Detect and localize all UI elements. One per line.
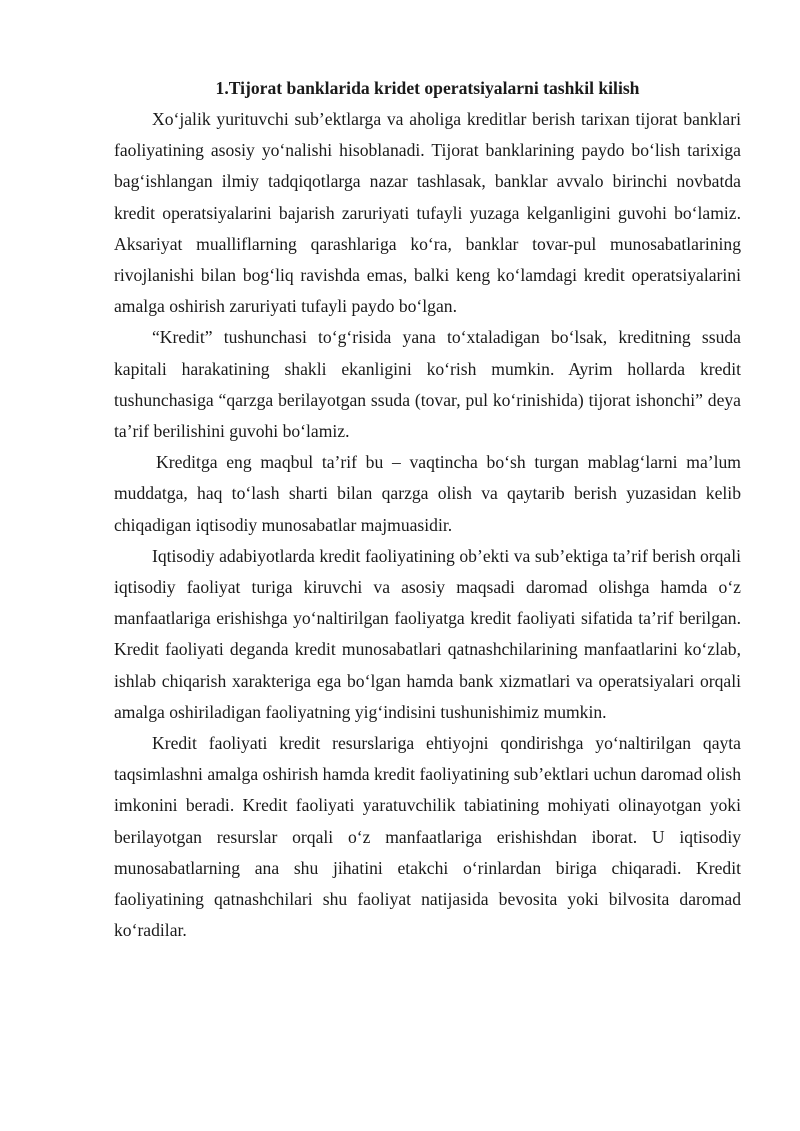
paragraph-2: “Kredit” tushunchasi to‘g‘risida yana to‘xtaladigan bo‘lsak, kreditning ssuda kapitali harakatining shakli ekanligini ko‘rish mumkin. Ayrim hollarda kredit tushunchasiga “qarzga berilayotgan ssuda (tovar, pul ko‘rinishida) tijorat ishonchi” deya ta’rif berilishini guvohi bo‘lamiz. <box>114 327 741 442</box>
section-title: 1.Tijorat banklarida kridet operatsiyalarni tashkil kilish <box>215 78 640 98</box>
paragraph-4: Iqtisodiy adabiyotlarda kredit faoliyatining ob’ekti va sub’ektiga ta’rif berish orqali iqtisodiy faoliyat turiga kiruvchi va asosiy maqsadi daromad olishga hamda o‘z manfaatlariga erishishga yo‘naltirilgan faoliyatga kredit faoliyati sifatida ta’rif berilgan. Kredit faoliyati deganda kredit munosabatlari qatnashchilarining manfaatlarini ko‘zlab, ishlab chiqarish xarakteriga ega bo‘lgan hamda bank xizmatlari va operatsiyalari orqali amalga oshiriladigan faoliyatning yig‘indisini tushunishimiz mumkin. <box>114 545 741 722</box>
paragraph-3: Kreditga eng maqbul ta’rif bu – vaqtincha bo‘sh turgan mablag‘larni ma’lum muddatga, haq to‘lash sharti bilan qarzga olish va qaytarib berish yuzasidan kelib chiqadigan iqtisodiy munosabatlar majmuasidir. <box>114 452 741 535</box>
paragraph-1: Xo‘jalik yurituvchi sub’ektlarga va aholiga kreditlar berish tarixan tijorat banklari faoliyatining asosiy yo‘nalishi hisoblanadi. Tijorat banklarining paydo bo‘lish tarixiga bag‘ishlangan ilmiy tadqiqotlarga nazar tashlasak, banklar avvalo birinchi novbatda kredit operatsiyalarini bajarish zaruriyati tufayli yuzaga kelganligini guvohi bo‘lamiz. Aksariyat mualliflarning qarashlariga ko‘ra, banklar tovar-pul munosabatlarining rivojlanishi bilan bog‘liq ravishda emas, balki keng ko‘lamdagi kredit operatsiyalarini amalga oshirish zaruriyati tufayli paydo bo‘lgan. <box>114 109 741 317</box>
document-body <box>114 70 741 946</box>
paragraph-5: Kredit faoliyati kredit resurslariga ehtiyojni qondirishga yo‘naltirilgan qayta taqsimlashni amalga oshirish hamda kredit faoliyatining sub’ektlari uchun daromad olish imkonini beradi. Kredit faoliyati yaratuvchilik tabiatining mohiyati olinayotgan yoki berilayotgan resurslar orqali o‘z manfaatlariga erishishdan iborat. U iqtisodiy munosabatlarning ana shu jihatini etakchi o‘rinlardan biriga chiqaradi. Kredit faoliyatining qatnashchilari shu faoliyat natijasida bevosita yoki bilvosita daromad ko‘radilar. <box>114 733 741 941</box>
